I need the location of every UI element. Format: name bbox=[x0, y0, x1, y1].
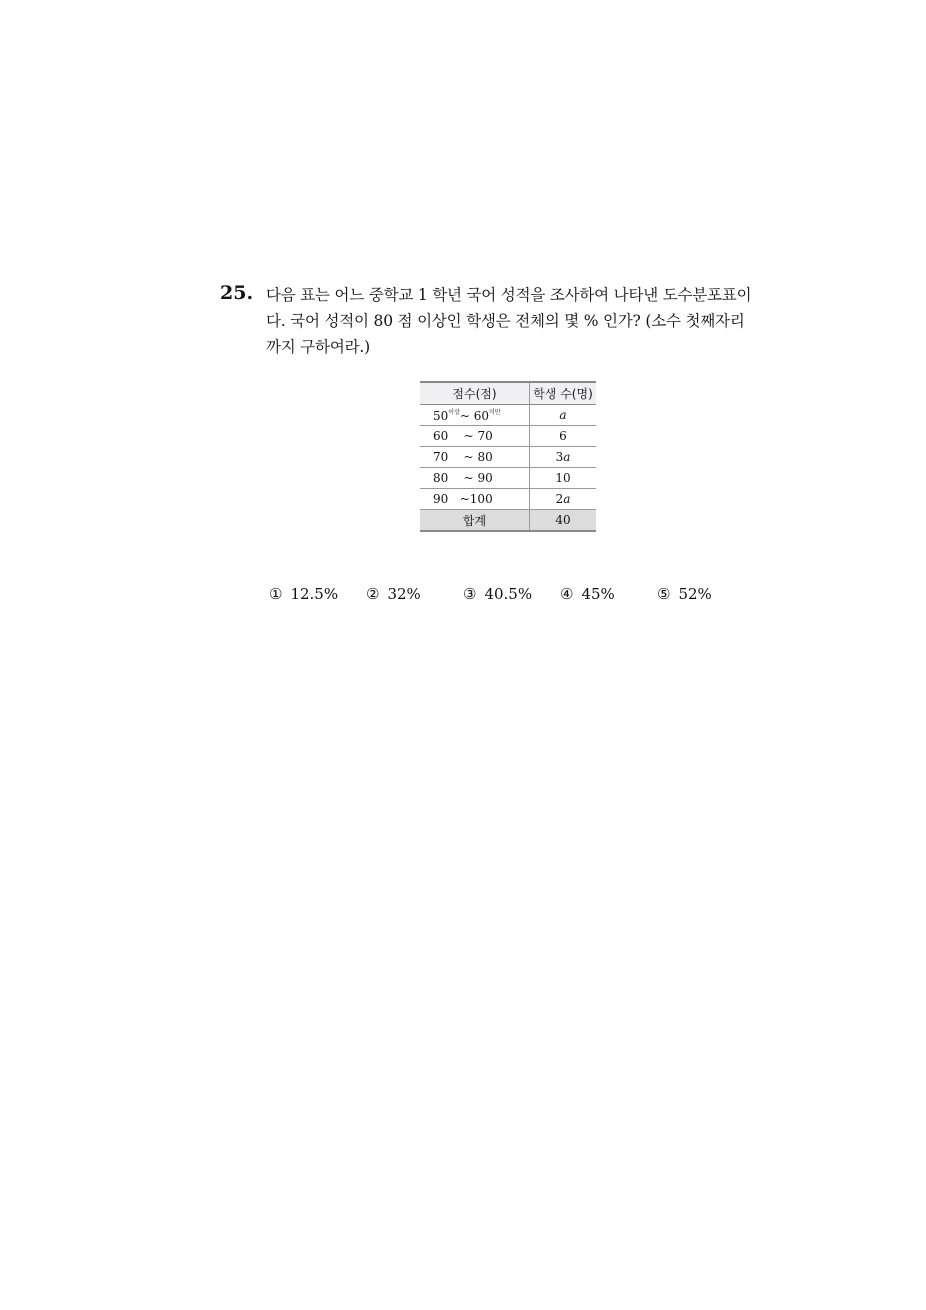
table-row bbox=[420, 468, 596, 489]
total-label: 합계 bbox=[420, 510, 530, 532]
choice-marker: ② bbox=[366, 585, 380, 603]
frequency-table bbox=[420, 381, 596, 532]
table-row bbox=[420, 426, 596, 447]
score-end: 70 bbox=[477, 429, 493, 443]
choice-marker: ① bbox=[269, 585, 283, 603]
choice-marker: ⑤ bbox=[657, 585, 671, 603]
range-tilde: ~ bbox=[463, 429, 474, 443]
count-number: 6 bbox=[559, 429, 567, 443]
score-start: 60 bbox=[433, 429, 449, 443]
range-tilde: ~ bbox=[459, 409, 470, 423]
table-row bbox=[420, 447, 596, 468]
score-range-cell bbox=[420, 447, 530, 468]
question-text bbox=[266, 282, 760, 360]
score-start: 50 bbox=[433, 409, 449, 423]
question-line: 다음 표는 어느 중학교 1 학년 국어 성적을 조사하여 나타낸 도수분포표이 bbox=[266, 286, 752, 304]
question-number: 25. bbox=[220, 282, 254, 304]
choice-marker: ④ bbox=[560, 585, 574, 603]
table-header-row bbox=[420, 382, 596, 405]
question-line: 다. 국어 성적이 80 점 이상인 학생은 전체의 몇 % 인가? (소수 첫째자리 bbox=[266, 312, 745, 330]
score-end: 60 bbox=[473, 409, 490, 423]
count-cell bbox=[530, 468, 597, 489]
score-range-cell bbox=[420, 489, 530, 510]
count-variable: a bbox=[559, 408, 567, 422]
score-end: 100 bbox=[469, 492, 493, 506]
total-value: 40 bbox=[530, 510, 597, 532]
count-number: 10 bbox=[555, 471, 571, 485]
choice-value: 52% bbox=[678, 585, 712, 603]
range-tilde: ~ bbox=[463, 471, 474, 485]
count-cell bbox=[530, 405, 597, 426]
score-end-note: 미만 bbox=[489, 409, 501, 416]
table-row bbox=[420, 489, 596, 510]
score-start: 90 bbox=[433, 492, 449, 506]
range-tilde: ~ bbox=[459, 492, 470, 506]
table-total-row bbox=[420, 510, 596, 532]
choice-value: 32% bbox=[387, 585, 421, 603]
count-column-header: 학생 수(명) bbox=[530, 382, 597, 405]
score-end: 80 bbox=[477, 450, 493, 464]
count-number: 2 bbox=[555, 492, 564, 506]
answer-choices bbox=[0, 585, 926, 609]
choice-value: 45% bbox=[581, 585, 615, 603]
count-cell bbox=[530, 426, 597, 447]
score-range-cell bbox=[420, 405, 530, 426]
score-start: 70 bbox=[433, 450, 449, 464]
choice-3[interactable] bbox=[463, 585, 532, 603]
count-variable: a bbox=[563, 492, 571, 506]
count-number: 3 bbox=[555, 450, 564, 464]
choice-4[interactable] bbox=[560, 585, 615, 603]
question-line: 까지 구하여라.) bbox=[266, 338, 370, 356]
choice-value: 12.5% bbox=[290, 585, 339, 603]
score-start: 80 bbox=[433, 471, 449, 485]
choice-value: 40.5% bbox=[484, 585, 533, 603]
score-column-header: 점수(점) bbox=[420, 382, 530, 405]
choice-marker: ③ bbox=[463, 585, 477, 603]
choice-1[interactable] bbox=[269, 585, 338, 603]
count-variable: a bbox=[563, 450, 571, 464]
choice-5[interactable] bbox=[657, 585, 712, 603]
score-end: 90 bbox=[477, 471, 493, 485]
count-cell bbox=[530, 447, 597, 468]
score-start-note: 이상 bbox=[448, 409, 460, 416]
range-tilde: ~ bbox=[463, 450, 474, 464]
table-row bbox=[420, 405, 596, 426]
count-cell bbox=[530, 489, 597, 510]
score-range-cell bbox=[420, 426, 530, 447]
score-range-cell bbox=[420, 468, 530, 489]
choice-2[interactable] bbox=[366, 585, 421, 603]
